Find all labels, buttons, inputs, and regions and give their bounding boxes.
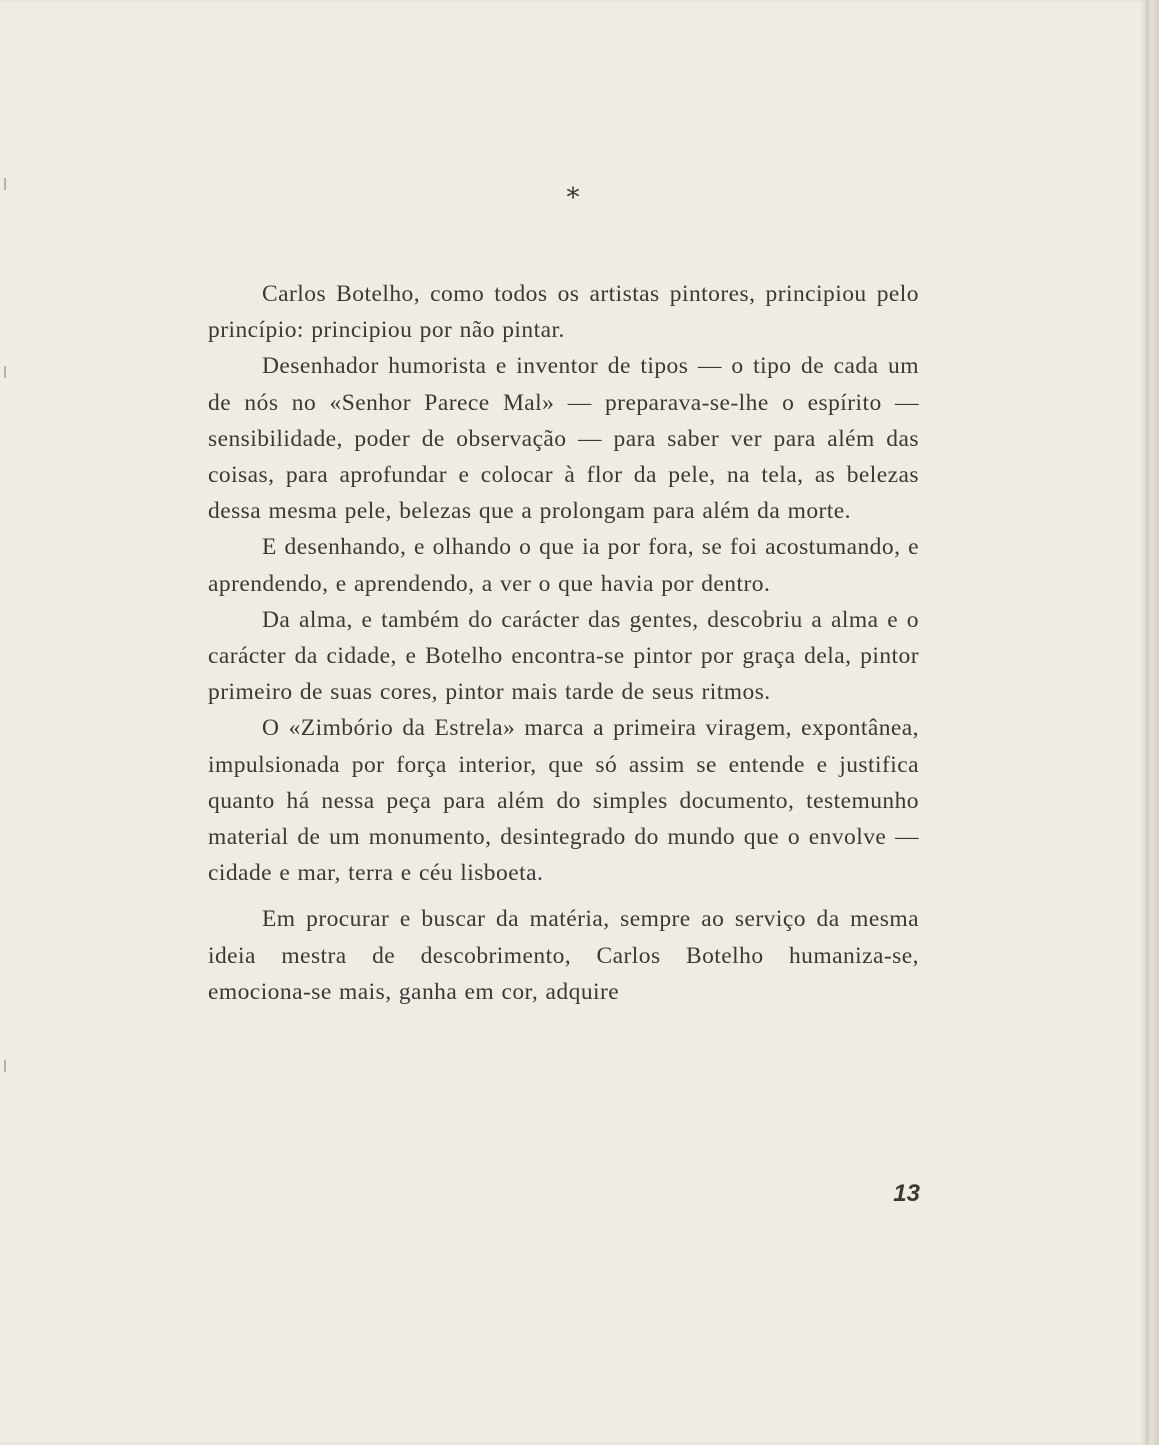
paragraph: Da alma, e também do carácter das gentes, descobriu a alma e o carácter da cidade, e Botelho encontra-se pintor por graça dela, pintor primeiro de suas cores, pintor mais tarde de seus ritmos.	[208, 606, 919, 706]
section-separator: *	[566, 183, 580, 213]
body-text	[208, 276, 919, 1010]
page-number: 13	[893, 1180, 920, 1207]
paragraph: Em procurar e buscar da matéria, sempre ao serviço da mesma ideia mestra de descobrimento, Carlos Botelho humaniza-se, emociona-se mais, ganha em cor, adquire	[208, 906, 919, 1005]
margin-mark	[4, 1060, 12, 1072]
margin-mark	[4, 366, 12, 378]
paragraph: O «Zimbório da Estrela» marca a primeira viragem, expontânea, impulsionada por força interior, que só assim se entende e justifica quanto há nessa peça para além do simples documento, testemunho material de um monumento, desintegrado do mundo que o envolve — cidade e mar, terra e céu lisboeta.	[208, 715, 919, 887]
paragraph: Carlos Botelho, como todos os artistas pintores, principiou pelo princípio: principiou por não pintar.	[208, 281, 919, 344]
paragraph: Desenhador humorista e inventor de tipos — o tipo de cada um de nós no «Senhor Parece Mal» — preparava-se-lhe o espírito — sensibilidade, poder de observação — para saber ver para além das coisas, para aprofundar e colocar à flor da pele, na tela, as belezas dessa mesma pele, belezas que a prolongam para além da morte.	[208, 353, 919, 525]
paragraph: E desenhando, e olhando o que ia por fora, se foi acostumando, e aprendendo, e aprendendo, a ver o que havia por dentro.	[208, 534, 919, 597]
page-edge	[1146, 0, 1159, 1445]
